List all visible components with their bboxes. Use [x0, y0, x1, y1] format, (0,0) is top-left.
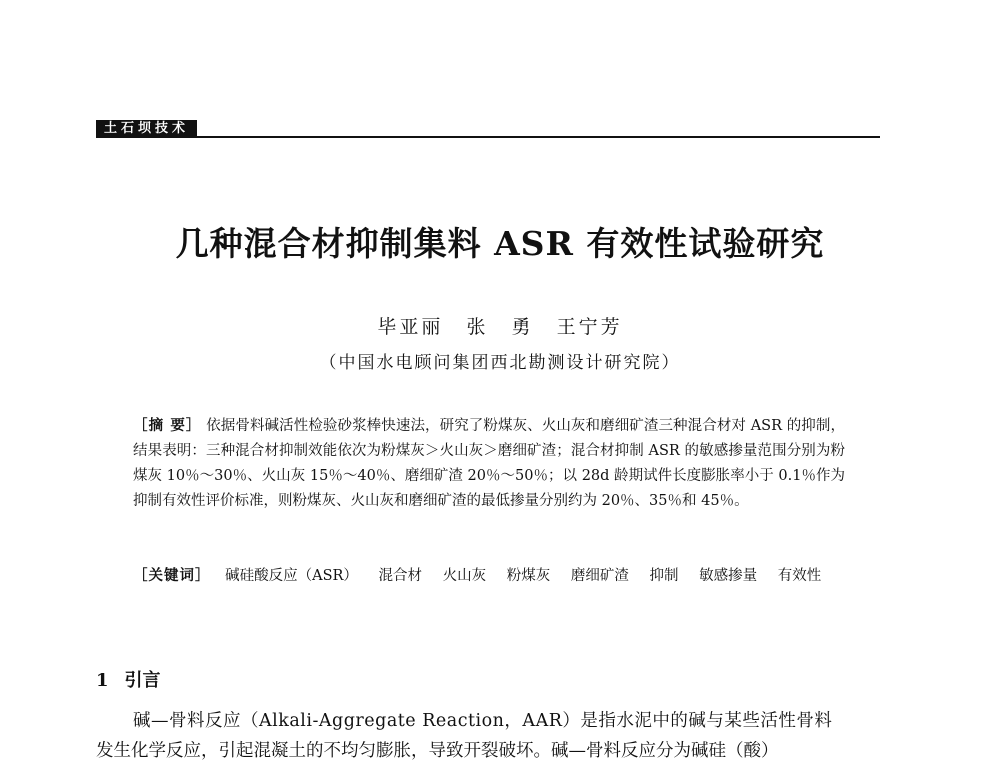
section-rule: [96, 136, 880, 138]
section-title: 引言: [124, 670, 161, 691]
paper-title: 几种混合材抑制集料 ASR 有效性试验研究: [175, 224, 825, 263]
keyword: 混合材: [378, 568, 423, 584]
section-number: 1: [96, 670, 109, 691]
section-heading: [96, 666, 161, 692]
keyword: 抑制: [649, 568, 679, 584]
section-label: 土石坝技术: [96, 120, 197, 138]
author-list: [0, 312, 1000, 339]
keywords: [133, 563, 845, 589]
keywords-label: ［关键词］: [133, 567, 211, 584]
keyword: 碱硅酸反应（ASR）: [225, 568, 358, 584]
author-name: 张 勇: [466, 316, 534, 338]
abstract-text: 依据骨料碱活性检验砂浆棒快速法，研究了粉煤灰、火山灰和磨细矿渣三种混合材对 ASR 的抑制，结果表明：三种混合材抑制效能依次为粉煤灰＞火山灰＞磨细矿渣；混合材抑制 ASR 的敏感掺量范围分别为粉煤灰 10％～30％、火山灰 15％～40％、磨细矿渣 20％～50％；以 28d 龄期试件长度膨胀率小于 0.1％作为抑制有效性评价标准，则粉煤灰、火山灰和磨细矿渣的最低掺量分别约为 20％、35％和 45％。: [133, 418, 845, 509]
keyword: 敏感掺量: [699, 568, 758, 584]
abstract: [133, 413, 845, 514]
keyword: 磨细矿渣: [570, 568, 629, 584]
keyword: 火山灰: [442, 568, 487, 584]
author-name: 王宁芳: [556, 316, 623, 338]
author-name: 毕亚丽: [377, 316, 444, 338]
affiliation: （中国水电顾问集团西北勘测设计研究院）: [319, 353, 681, 373]
body-paragraph-cut: 发生化学反应，引起混凝土的不均匀膨胀，导致开裂破坏。碱—骨料反应分为碱硅（酸）: [96, 741, 779, 761]
abstract-label: ［摘 要］: [133, 417, 202, 434]
body-paragraph: 碱—骨料反应（Alkali-Aggregate Reaction，AAR）是指水泥中的碱与某些活性骨料: [133, 711, 833, 731]
keyword: 有效性: [777, 568, 822, 584]
keyword: 粉煤灰: [506, 568, 551, 584]
